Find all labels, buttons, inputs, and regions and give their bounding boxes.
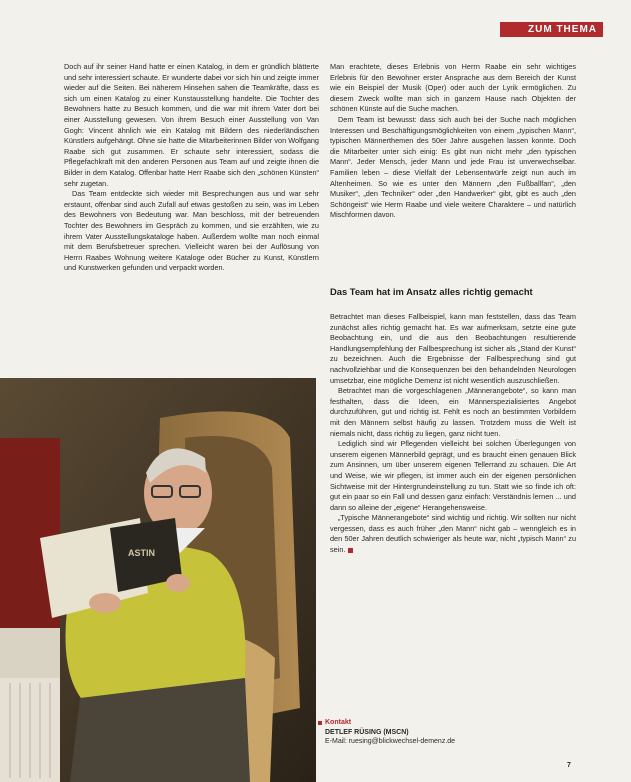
paragraph: Betrachtet man die vorgeschlagenen „Männerangebote“, so kann man festhalten, dass die Ideen, ein Männerspezialisiertes Angebot durchzuführen, gut und richtig ist. Fehlt es noch an bestimmten Vorbildern mit den Männern selbst häufig zu lassen. Trotzdem muss die Welt ist niemals nicht, dass richtig zu liegen, ganz nicht tuen. [330,386,576,438]
bullet-icon [318,721,322,725]
paragraph [330,513,576,555]
paragraph-text: „Typische Männerangebote“ sind wichtig und richtig. Wir sollten nur nicht vergessen, dass es auch früher „den Mann“ nicht gab – wenngleich es in den 50er Jahren deutlich schwieriger als heute war, nicht „typisch Mann“ zu sein. [330,513,576,555]
paragraph: Doch auf ihr seiner Hand hatte er einen Katalog, in dem er gründlich blätterte und sehr interessiert schaute. Er wunderte dabei vor sich hin und zeigte immer wieder auf die Seiten. Bei näherem Hinsehen sahen die Teamkräfte, dass es sich um einen Katalog zu einer Kunstausstellung handelte. Die Tochter des Bewohners hatte zu Besuch kommen, und die war mit ihrem Vater dort bei einer Ausstellung gewesen. Von ihrem Besuch einer Ausstellung von Van Gogh: Vincent ähnlich wie ein Katalog mit Bildern des niederländischen Künstlers aufgehängt. Ohne sie hatte die Mitarbeiterinnen Bilder von Wolfgang Raabe sich gut zusammen. Er schaute sehr interessiert, sodass die Pflegefachkraft mit den anderen Personen aus Team auf und zeigte ihnen die Bilder in dem Katalog. Offenbar hatte Herr Raabe sich den „schönen Künsten“ sehr zugetan. [64,62,319,188]
paragraph: Betrachtet man dieses Fallbeispiel, kann man feststellen, dass das Team zunächst alles richtig gemacht hat. Es war aufmerksam, setzte eine gute Beobachtung ein, und die aus den Beobachtungen resultierende Handlungsempfehlung der Fallbesprechung ist sicher als „Stand der Kunst“ zu bezeichnen. Auch die Ergebnisse der Fallbesprechung sind gut nachvollziehbar und die Konsequenzen bei den behandelnden Neurologen umsetzbar, eine mögliche Demenz ist nicht wesentlich auszuschließen. [330,312,576,385]
section-label: ZUM THEMA [500,22,603,37]
page-number: 7 [567,762,571,769]
end-of-article-mark [348,548,353,553]
section-subheading: Das Team hat im Ansatz alles richtig gemacht [330,286,533,297]
photo-elderly-man-reading [0,378,316,782]
contact-email[interactable]: E-Mail: ruesing@blickwechsel-demenz.de [325,738,456,745]
paragraph: Man erachtete, dieses Erlebnis von Herrn Raabe ein sehr wichtiges Erlebnis für den Bewohner erster Ansprache aus dem Bereich der Kunst wie ein Beispiel der Musik (Oper) oder auch der Lyrik ermöglichen. Zu diesem Zweck wollte man sich in ganzem Hause nach Objekten der schönen Künste auf die Suche machen. [330,62,576,114]
paragraph: Lediglich sind wir Pflegenden vielleicht bei solchen Überlegungen von unserem eigenen Männerbild geprägt, und es braucht einen genauen Blick zum Ansinnen, um über unserem eigenen Tellerrand zu schauen. Die Art und Weise, wie wir pflegen, ist immer auch ein der eigenen persönlichen Sichtweise mit der Hintergrundeinstellung zu tun. Statt wie so finde ich oft: gut ein paar so ein Fall und dessen ganz einfach: Verständnis lernen ... und dann so alleine der „eigene“ Herangehensweise. [330,439,576,512]
contact-heading: Kontakt [325,719,352,726]
paragraph: Dem Team ist bewusst: dass sich auch bei der Suche nach möglichen Interessen und Beschäftigungsmöglichkeiten von einem „typischen Mann“, typischen Männerthemen des 50er Jahre ausgehen lassen konnte. Doch die Mitarbeiter unter sich einig: Es gibt nun nicht mehr „den typischen Mann“. Jeder Mensch, jeder Mann und jede Frau ist unverwechselbar. Familien leben – diese Vielfalt der Lebensentwürfe zeigt nun auch im Altenheimen. So wie es unter den Männern „den Fußballfan“, „den Musiker“, „den Techniker“ oder „den Handwerker“ gibt, gibt es auch „den Schöngeist“ wie Herrn Raabe und viele weitere Charaktere – und natürlich Mischformen davon. [330,114,576,220]
contact-box [325,718,575,747]
article-right-column-bottom [330,312,576,556]
article-left-column [64,62,319,274]
article-right-column-top [330,62,576,221]
contact-name: DETLEF RÜSING (MSCN) [325,728,409,736]
svg-text:ASTIN: ASTIN [128,548,155,558]
photo-illustration [0,378,316,782]
paragraph: Das Team entdeckte sich wieder mit Besprechungen aus und war sehr erstaunt, offenbar sind auch Zufall auf etwas gestoßen zu sein, was im Leben des Bewohners von Bedeutung war. Man beschloss, mit der betreuenden Tochter des Bewohners im Gespräch zu kommen, und sie erzählten, wie zu ihrem Vater Ausstellungskataloge haben. Außerdem wollte man noch einmal mit dem Berufsbetreuer sprechen. Vielleicht waren bei der Auflösung von Herrn Raabes Wohnung weitere Kataloge oder Bücher zu Kunst, Künstlern und Kunstwerken gefunden und verpackt worden. [64,189,319,273]
